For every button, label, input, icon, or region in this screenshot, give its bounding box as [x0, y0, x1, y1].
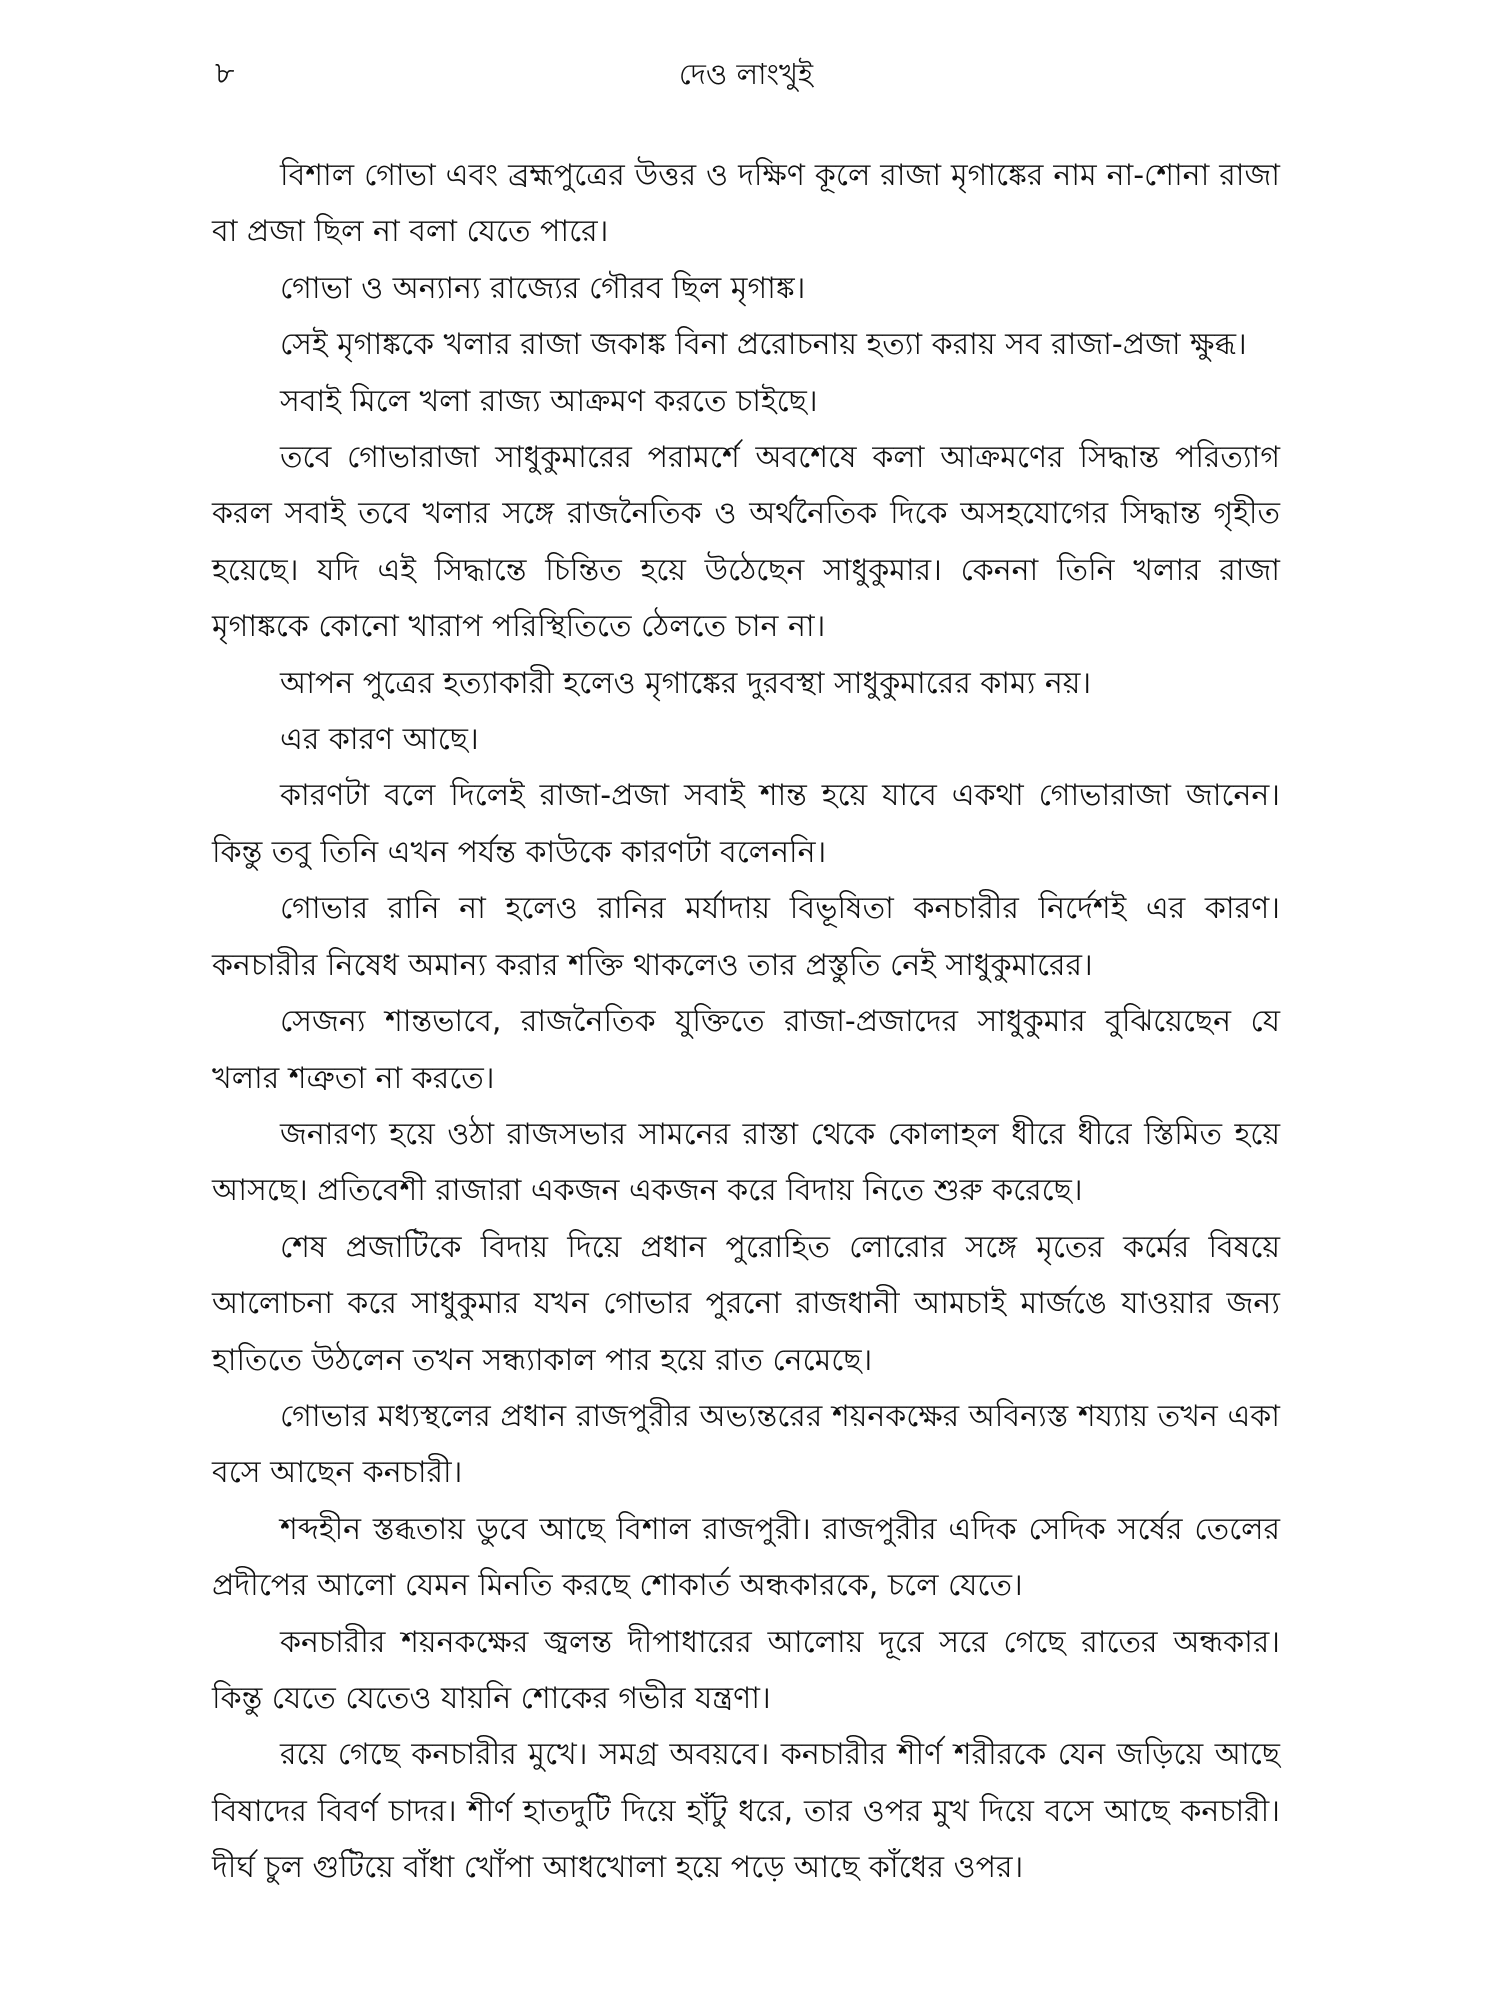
paragraph: এর কারণ আছে। [280, 722, 479, 758]
paragraph: সবাই মিলে খলা রাজ্য আক্রমণ করতে চাইছে। [280, 383, 818, 419]
paragraph: গোভা ও অন্যান্য রাজ্যের গৌরব ছিল মৃগাঙ্ক। [280, 270, 806, 306]
paragraph: কারণটা বলে দিলেই রাজা-প্রজা সবাই শান্ত হয়ে যাবে একথা গোভারাজা জানেন। কিন্তু তবু তিনি এখন পর্যন্ত কাউকে কারণটা বলেননি। [212, 778, 1280, 870]
page-number: ৮ [215, 56, 235, 91]
paragraph: কনচারীর শয়নকক্ষের জ্বলন্ত দীপাধারের আলোয় দূরে সরে গেছে রাতের অন্ধকার। কিন্তু যেতে যেতেও যায়নি শোকের গভীর যন্ত্রণা। [212, 1624, 1280, 1716]
paragraph: শব্দহীন স্তব্ধতায় ডুবে আছে বিশাল রাজপুরী। রাজপুরীর এদিক সেদিক সর্ষের তেলের প্রদীপের আলো যেমন মিনতি করছে শোকার্ত অন্ধকারকে, চলে যেতে। [212, 1511, 1280, 1604]
paragraph: জনারণ্য হয়ে ওঠা রাজসভার সামনের রাস্তা থেকে কোলাহল ধীরে ধীরে স্তিমিত হয়ে আসছে। প্রতিবেশী রাজারা একজন একজন করে বিদায় নিতে শুরু করেছে। [212, 1116, 1280, 1209]
body-text [212, 148, 1280, 1897]
paragraph: সেই মৃগাঙ্ককে খলার রাজা জকাঙ্ক বিনা প্ররোচনায় হত্যা করায় সব রাজা-প্রজা ক্ষুব্ধ। [280, 327, 1247, 363]
paragraph: রয়ে গেছে কনচারীর মুখে। সমগ্র অবয়বে। কনচারীর শীর্ণ শরীরকে যেন জড়িয়ে আছে বিষাদের বিবর্ণ চাদর। শীর্ণ হাতদুটি দিয়ে হাঁটু ধরে, তার ওপর মুখ দিয়ে বসে আছে কনচারী। দীর্ঘ চুল গুটিয়ে বাঁধা খোঁপা আধখোলা হয়ে পড়ে আছে কাঁধের ওপর। [212, 1737, 1280, 1886]
paragraph: শেষ প্রজাটিকে বিদায় দিয়ে প্রধান পুরোহিত লোরোর সঙ্গে মৃতের কর্মের বিষয়ে আলোচনা করে সাধুকুমার যখন গোভার পুরনো রাজধানী আমচাই মার্জঙে যাওয়ার জন্য হাতিতে উঠলেন তখন সন্ধ্যাকাল পার হয়ে রাত নেমেছে। [212, 1229, 1280, 1378]
paragraph: সেজন্য শান্তভাবে, রাজনৈতিক যুক্তিতে রাজা-প্রজাদের সাধুকুমার বুঝিয়েছেন যে খলার শত্রুতা না করতে। [212, 1004, 1280, 1096]
paragraph: আপন পুত্রের হত্যাকারী হলেও মৃগাঙ্কের দুরবস্থা সাধুকুমারের কাম্য নয়। [280, 665, 1092, 701]
page-header [215, 52, 1277, 102]
running-head-title: দেও লাংখুই [678, 57, 814, 91]
paragraph: গোভার রানি না হলেও রানির মর্যাদায় বিভূষিতা কনচারীর নির্দেশই এর কারণ। কনচারীর নিষেধ অমান্য করার শক্তি থাকলেও তার প্রস্তুতি নেই সাধুকুমারের। [212, 891, 1280, 983]
paragraph: গোভার মধ্যস্থলের প্রধান রাজপুরীর অভ্যন্তরের শয়নকক্ষের অবিন্যস্ত শয্যায় তখন একা বসে আছেন কনচারী। [212, 1398, 1280, 1491]
paragraph: বিশাল গোভা এবং ব্রহ্মপুত্রের উত্তর ও দক্ষিণ কূলে রাজা মৃগাঙ্কের নাম না-শোনা রাজা বা প্রজা ছিল না বলা যেতে পারে। [212, 158, 1280, 250]
paragraph: তবে গোভারাজা সাধুকুমারের পরামর্শে অবশেষে কলা আক্রমণের সিদ্ধান্ত পরিত্যাগ করল সবাই তবে খলার সঙ্গে রাজনৈতিক ও অর্থনৈতিক দিকে অসহযোগের সিদ্ধান্ত গৃহীত হয়েছে। যদি এই সিদ্ধান্তে চিন্তিত হয়ে উঠেছেন সাধুকুমার। কেননা তিনি খলার রাজা মৃগাঙ্ককে কোনো খারাপ পরিস্থিতিতে ঠেলতে চান না। [212, 440, 1280, 645]
